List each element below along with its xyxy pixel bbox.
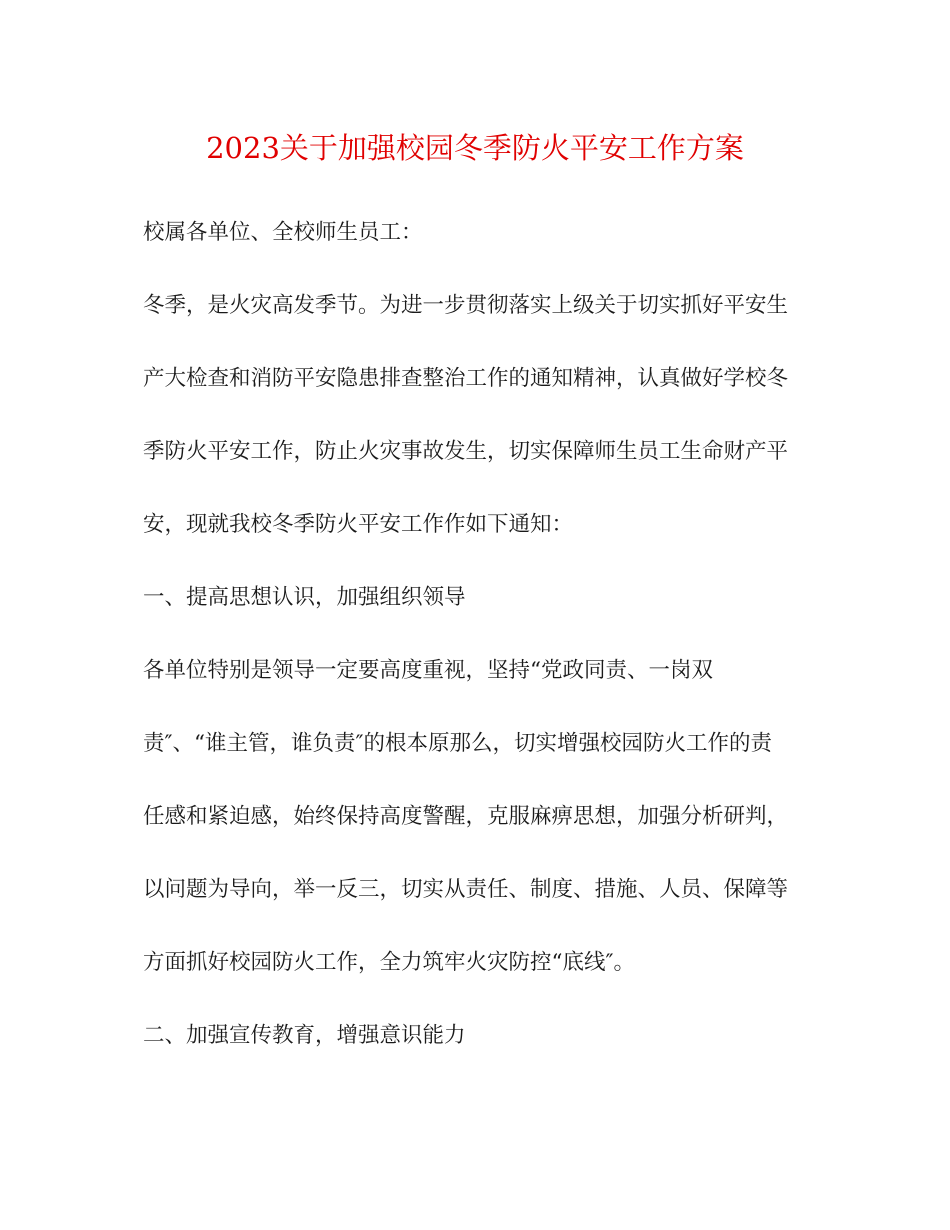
document-title: 2023关于加强校园冬季防火平安工作方案 — [206, 131, 744, 165]
paragraph-line: 安，现就我校冬季防火平安工作作如下通知： — [143, 512, 574, 537]
paragraph-line: 冬季，是火灾高发季节。为进一步贯彻落实上级关于切实抓好平安生 — [143, 293, 789, 318]
section-heading: 二、加强宣传教育，增强意识能力 — [143, 1023, 466, 1048]
paragraph-line: 任感和紧迫感，始终保持高度警醒，克服麻痹思想，加强分析研判， — [143, 804, 789, 829]
section-heading: 一、提高思想认识，加强组织领导 — [143, 585, 466, 610]
paragraph-line: 季防火平安工作，防止火灾事故发生，切实保障师生员工生命财产平 — [143, 439, 789, 464]
paragraph-line: 方面抓好校园防火工作，全力筑牢火灾防控“底线″。 — [143, 950, 636, 975]
paragraph-line: 产大检查和消防平安隐患排查整治工作的通知精神，认真做好学校冬 — [143, 366, 789, 391]
paragraph-line: 责″、“谁主管，谁负责″的根本原那么，切实增强校园防火工作的责 — [143, 731, 773, 756]
paragraph-line: 各单位特别是领导一定要高度重视，坚持“党政同责、一岗双 — [143, 658, 713, 683]
salutation: 校属各单位、全校师生员工： — [143, 220, 423, 245]
paragraph-line: 以问题为导向，举一反三，切实从责任、制度、措施、人员、保障等 — [143, 877, 789, 902]
